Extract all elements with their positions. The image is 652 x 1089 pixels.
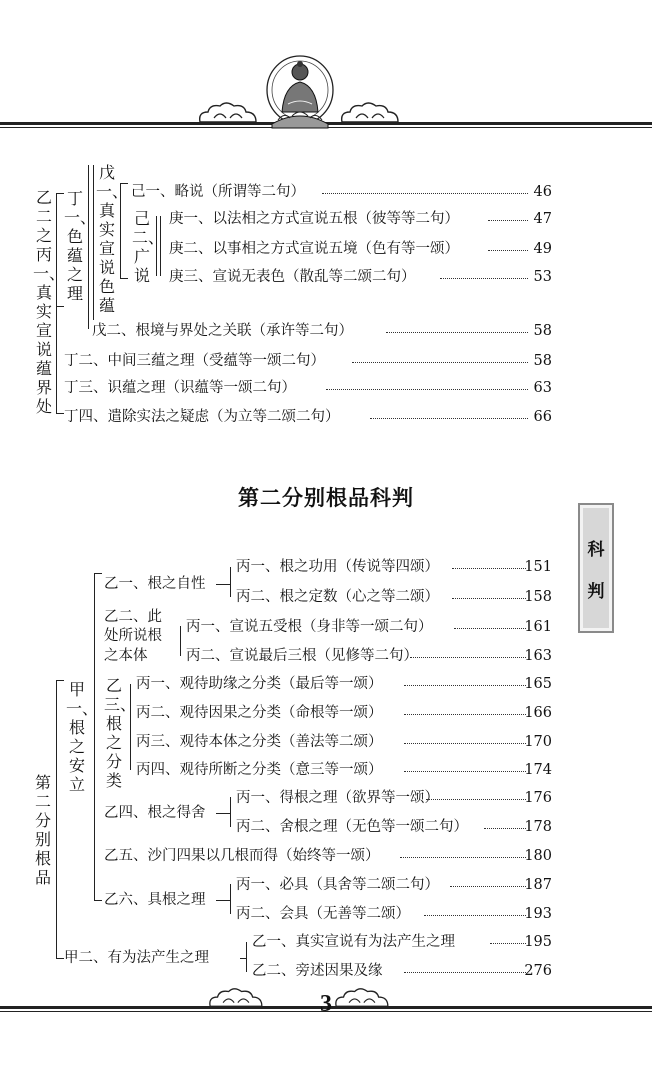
row-y3-b4: 丙四、观待所断之分类（意三等一颂） 174 <box>0 759 652 781</box>
row-a2-y1: 乙一、真实宣说有为法产生之理 195 <box>0 931 652 953</box>
buddha-icon <box>262 54 338 134</box>
row-y6-b2: 丙二、会具（无善等二颂） 193 <box>0 903 652 925</box>
node-d1: 丁一、色蕴之理 <box>64 189 97 303</box>
page-number: 3 <box>320 991 332 1017</box>
row-g1: 庚一、以法相之方式宣说五根（彼等等二句） 47 <box>0 208 652 230</box>
row-y6: 乙六、具根之理 <box>0 889 652 911</box>
row-y1-b1: 丙一、根之功用（传说等四颂） 151 <box>0 556 652 578</box>
row-d2: 丁二、中间三蕴之理（受蕴等一颂二句） 58 <box>0 350 652 372</box>
row-y2-b2: 丙二、宣说最后三根（见修等二句） 163 <box>0 645 652 667</box>
row-a2-y2: 乙二、旁述因果及缘 276 <box>0 960 652 982</box>
row-y1: 乙一、根之自性 <box>0 573 652 595</box>
row-d4: 丁四、遣除实法之疑虑（为立等二颂二句） 66 <box>0 406 652 428</box>
row-g2: 庚二、以事相之方式宣说五境（色有等一颂） 49 <box>0 238 652 260</box>
row-w2: 戊二、根境与界处之关联（承许等二句） 58 <box>0 320 652 342</box>
node-y3: 乙三、根之分类 <box>104 676 137 790</box>
row-y4-b1: 丙一、得根之理（欲界等一颂） 176 <box>0 787 652 809</box>
row-y2-l2: 处所说根 <box>0 625 652 647</box>
row-y2-l3: 之本体 <box>0 645 652 667</box>
row-y4: 乙四、根之得舍 <box>0 802 652 824</box>
node-root-2: 第二分别根品 <box>34 773 51 887</box>
row-y3-b2: 丙二、观待因果之分类（命根等一颂） 166 <box>0 702 652 724</box>
row-y1-b2: 丙二、根之定数（心之等二颂） 158 <box>0 586 652 608</box>
row-a2: 甲二、有为法产生之理 <box>0 947 652 969</box>
row-j1: 己一、略说（所谓等二句） 46 <box>0 181 652 203</box>
node-w1: 戊一、真实宣说色蕴 <box>96 163 129 315</box>
section-title: 第二分别根品科判 <box>238 485 414 510</box>
node-j2: 己二、广说 <box>132 209 165 285</box>
row-y2-b1: 丙一、宣说五受根（身非等一颂二句） 161 <box>0 616 652 638</box>
row-y2-l1: 乙二、此 <box>0 606 652 628</box>
cloud-right-icon <box>338 100 402 126</box>
cloud-left-icon <box>196 100 260 126</box>
row-d3: 丁三、识蕴之理（识蕴等一颂二句） 63 <box>0 377 652 399</box>
node-root-1: 乙二之丙一、真实宣说蕴界处 <box>33 188 66 416</box>
row-y3-b1: 丙一、观待助缘之分类（最后等一颂） 165 <box>0 673 652 695</box>
side-tab: 科 判 <box>578 503 614 633</box>
row-y5: 乙五、沙门四果以几根而得（始终等一颂） 180 <box>0 845 652 867</box>
row-y4-b2: 丙二、舍根之理（无色等一颂二句） 178 <box>0 816 652 838</box>
row-y3-b3: 丙三、观待本体之分类（善法等二颂） 170 <box>0 731 652 753</box>
node-a1: 甲一、根之安立 <box>66 680 99 794</box>
row-g3: 庚三、宣说无表色（散乱等二颂二句） 53 <box>0 266 652 288</box>
row-y6-b1: 丙一、必具（具舍等二颂二句） 187 <box>0 874 652 896</box>
